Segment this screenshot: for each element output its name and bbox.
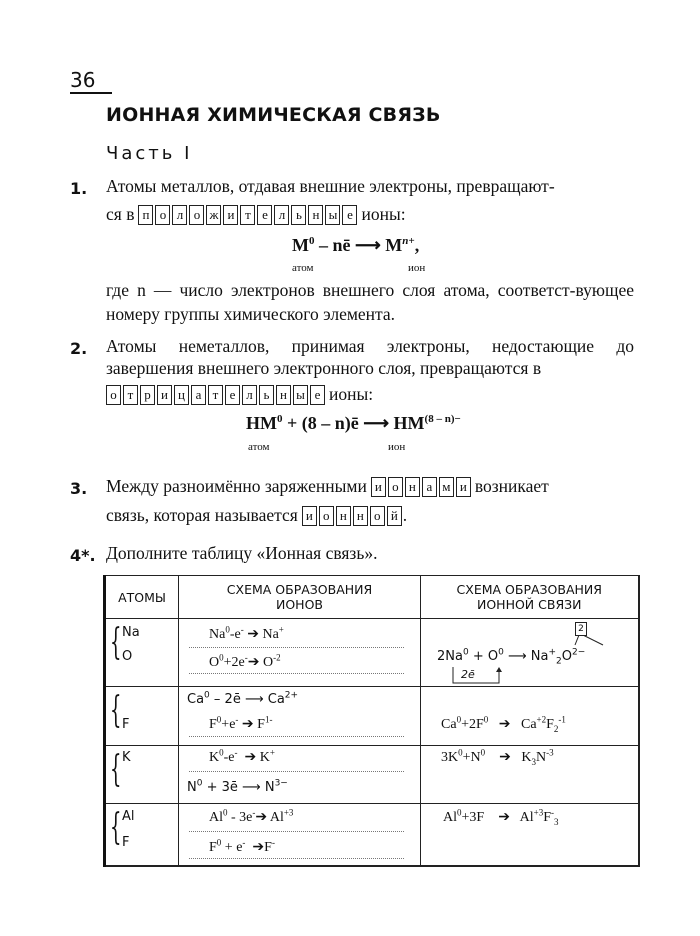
q2-text-c: ионы: <box>329 384 374 404</box>
letter-box: и <box>371 477 386 497</box>
q2-answer-boxes <box>106 385 325 405</box>
q3-line-2: связь, которая называется и о н н о й . <box>106 505 408 525</box>
letter-box: н <box>336 506 351 526</box>
letter-box: т <box>208 385 223 405</box>
letter-box: и <box>223 205 238 225</box>
letter-box: т <box>123 385 138 405</box>
electron-transfer-label: 2ē <box>461 668 475 681</box>
letter-box: о <box>319 506 334 526</box>
question-3-number: 3. <box>70 479 88 498</box>
letter-box: р <box>140 385 155 405</box>
ion-equation: Na$^0$-e- ➔ Na+ <box>209 624 284 642</box>
bond-scheme-cell <box>421 746 639 804</box>
letter-box: е <box>342 205 357 225</box>
q1-formula: $M^0$ – nē ⟶ $M^{n+}$, <box>292 235 420 255</box>
ion-equation: $N^0$ + 3ē ⟶ $N^{3-}$ <box>187 778 288 795</box>
letter-box: м <box>439 477 454 497</box>
atoms-cell: { Na O <box>105 619 179 687</box>
q1-text-c: ионы: <box>361 204 406 224</box>
table-row <box>105 619 639 687</box>
letter-box: е <box>310 385 325 405</box>
brace-icon: { <box>110 807 122 848</box>
letter-box: и <box>302 506 317 526</box>
letter-box: а <box>422 477 437 497</box>
header-ion-scheme: СХЕМА ОБРАЗОВАНИЯ ИОНОВ <box>179 576 421 619</box>
letter-box: о <box>155 205 170 225</box>
electron-transfer-bracket <box>451 667 511 685</box>
letter-box: й <box>387 506 402 526</box>
q1-answer-line <box>106 204 406 225</box>
bond-valence-box: 2 <box>575 622 587 636</box>
bond-equation: $Ca^0+2F^0$ ➔ $Ca^{+2}F_2^{-1}$ <box>441 714 566 734</box>
ion-equation: $O^0+2e^-➔$ $O^{-2}$ <box>209 652 281 670</box>
ion-scheme-cell <box>179 746 421 804</box>
q1-note: где n — число электронов внешнего слоя атома, соответст-вующее номеру группы химического элемента. <box>106 280 634 324</box>
bond-equation: $2Na^0 + O^0$ ⟶ $Na^+_2O^{2-}$ <box>437 647 586 667</box>
header-atoms: АТОМЫ <box>105 576 179 619</box>
letter-box: о <box>106 385 121 405</box>
bond-pointer-lines <box>569 635 609 647</box>
bond-scheme-cell <box>421 619 639 687</box>
letter-box: п <box>138 205 153 225</box>
q1-text-a: Атомы металлов, отдавая внешние электроны, превращают- <box>106 176 555 196</box>
q4-text: Дополните таблицу «Ионная связь». <box>106 543 378 563</box>
table-header-row <box>105 576 639 619</box>
q1-text-b: ся в <box>106 204 135 224</box>
bond-scheme-cell <box>421 804 639 866</box>
ion-scheme-cell <box>179 687 421 746</box>
q2-label-atom: атом <box>248 441 270 453</box>
letter-box: и <box>456 477 471 497</box>
brace-icon: { <box>110 622 122 663</box>
letter-box: ж <box>206 205 221 225</box>
atoms-cell: { Al F <box>105 804 179 866</box>
letter-box: о <box>189 205 204 225</box>
atoms-cell: { F <box>105 687 179 746</box>
page-number: 36 <box>70 68 112 94</box>
atoms-cell: { K <box>105 746 179 804</box>
letter-box: ы <box>325 205 340 225</box>
letter-box: ь <box>291 205 306 225</box>
letter-box: л <box>242 385 257 405</box>
letter-box: т <box>240 205 255 225</box>
ion-equation: $F^0+e^-$ ➔ $F^{1-}$ <box>209 714 273 732</box>
bond-equation: $3K^0+N^0$ ➔ $K_3N^{-3}$ <box>441 747 554 767</box>
q2-formula: $HM^0 + (8$ – n)ē ⟶ $HM^{(8 - n)-}$ <box>246 413 461 433</box>
part-heading: Часть I <box>106 143 193 164</box>
question-2-number: 2. <box>70 339 88 358</box>
q1-answer-boxes <box>138 205 357 225</box>
question-1-number: 1. <box>70 179 88 198</box>
letter-box: н <box>405 477 420 497</box>
q1-label-atom: атом <box>292 262 314 274</box>
letter-box: ц <box>174 385 189 405</box>
letter-box: л <box>274 205 289 225</box>
letter-box: о <box>388 477 403 497</box>
letter-box: е <box>257 205 272 225</box>
bond-scheme-cell <box>421 687 639 746</box>
ionic-bond-table <box>103 575 640 867</box>
letter-box: и <box>157 385 172 405</box>
q2-answer-line <box>102 384 373 405</box>
q3-line-1: Между разноимённо заряженными и о н а м и возникает <box>106 476 549 496</box>
q2-label-ion: ион <box>388 441 406 453</box>
brace-icon: { <box>110 690 122 731</box>
letter-box: о <box>370 506 385 526</box>
table-row <box>105 804 639 866</box>
letter-box: н <box>353 506 368 526</box>
q3-answer1-boxes <box>371 477 471 497</box>
bond-equation: $Al^0+3F$ ➔ $Al^{+3}F^-_3$ <box>443 807 559 827</box>
letter-box: ы <box>293 385 308 405</box>
letter-box: а <box>191 385 206 405</box>
header-bond-scheme: СХЕМА ОБРАЗОВАНИЯ ИОННОЙ СВЯЗИ <box>421 576 639 619</box>
letter-box: ь <box>259 385 274 405</box>
ion-scheme-cell <box>179 619 421 687</box>
q3-answer2-boxes <box>302 506 402 526</box>
ion-equation: $F^0 + e^-$ ➔F- <box>209 837 275 855</box>
question-4-number: 4*. <box>70 546 96 565</box>
ion-scheme-cell <box>179 804 421 866</box>
ion-equation: Ca$^0$ – 2ē ⟶ $Ca^{2+}$ <box>187 690 299 707</box>
q2-text-a: Атомы неметаллов, принимая электроны, недостающие до завершения внешнего электронного слоя, превращаются в <box>106 336 634 378</box>
letter-box: н <box>276 385 291 405</box>
brace-icon: { <box>110 749 122 790</box>
letter-box: е <box>225 385 240 405</box>
letter-box: н <box>308 205 323 225</box>
table-row <box>105 687 639 746</box>
ion-equation: $K^0-e^-$ ➔ K+ <box>209 747 275 765</box>
ion-equation: Al$^0$ - 3e-➔ $Al^{+3}$ <box>209 807 294 825</box>
table-row <box>105 746 639 804</box>
page-title: ИОННАЯ ХИМИЧЕСКАЯ СВЯЗЬ <box>106 104 441 126</box>
q1-label-ion: ион <box>408 262 426 274</box>
letter-box: л <box>172 205 187 225</box>
